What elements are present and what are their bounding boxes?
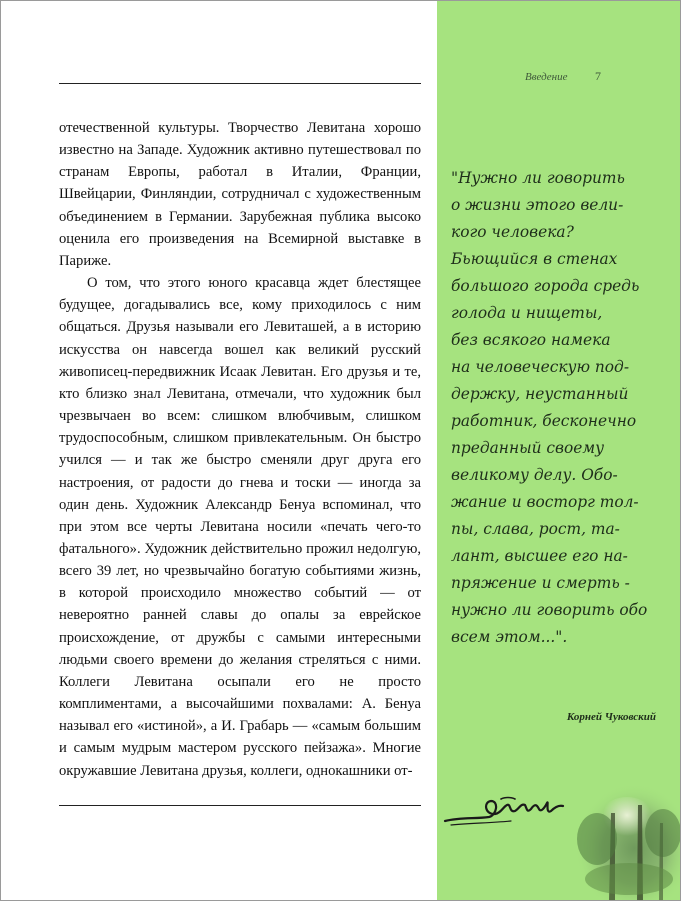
quote-line: без всякого намека bbox=[451, 331, 611, 349]
running-header-title: Введение bbox=[525, 71, 568, 83]
quote-line: лант, высшее его на- bbox=[451, 547, 628, 565]
paragraph-2: О том, что этого юного красавца ждет блестящее будущее, догадывались все, кому приходилось с ним общаться. Друзья называли его Левиташей, а в историю искусства он навсегда вошел как великий русский живописец-передвижник Исаак Левитан. Его друзья и те, кто близко знал Левитана, отмечали, что художник был чрезвычаен во всем: слишком влюбчивым, слишком трудоспособным, слишком привлекательным. Он быстро учился — и так же быстро сменяли друг друга его настроения, от радости до гнева и тоски — иногда за один день. Художник Александр Бенуа вспоминал, что при этом все черты Левитана носили «печать чего-то фатального». Художник действительно прожил недолгую, всего 39 лет, но чрезвычайно богатую событиями жизнь, в которой происходило множество событий — от невероятно ранней славы до опалы за еврейское происхождение, от дружбы с самыми интересными людьми своего времени до желания стреляться с ними. Коллеги Левитана осыпали его не просто комплиментами, а высочайшими похвалами: А. Бенуа называл его «истиной», а И. Грабарь — «самым большим и самым мудрым мастером русского пейзажа». Многие окружавшие Левитана друзья, коллеги, однокашники от- bbox=[59, 275, 421, 779]
quote-sidebar bbox=[437, 1, 681, 901]
quote-line: работник, бесконечно bbox=[451, 412, 637, 430]
quote-line: нужно ли говорить обо bbox=[451, 601, 648, 619]
page-number: 7 bbox=[595, 69, 601, 83]
quote-line: пы, слава, рост, та- bbox=[451, 520, 620, 538]
quote-line: голода и нищеты, bbox=[451, 304, 603, 322]
body-text bbox=[59, 117, 421, 782]
quote-line: кого человека? bbox=[451, 223, 574, 241]
bottom-rule bbox=[59, 805, 421, 806]
quote-line: жание и восторг тол- bbox=[451, 493, 639, 511]
quote-line: большого города средь bbox=[451, 277, 640, 295]
top-rule bbox=[59, 83, 421, 84]
quote bbox=[451, 165, 676, 651]
quote-line: всем этом...". bbox=[451, 628, 568, 646]
paragraph-1: отечественной культуры. Творчество Левитана хорошо известно на Западе. Художник активно путешествовал по странам Европы, работал в Италии, Франции, Швейцарии, Финляндии, сотрудничал с художественным объединением в Германии. Зарубежная публика высоко оценила его произведения на Всемирной выставке в Париже. bbox=[59, 120, 421, 269]
quote-line: Бьющийся в стенах bbox=[451, 250, 618, 268]
landscape-painting-image bbox=[575, 783, 681, 901]
quote-author: Корней Чуковский bbox=[566, 711, 656, 723]
quote-line: о жизни этого вели- bbox=[451, 196, 624, 214]
main-text-column bbox=[1, 1, 437, 901]
quote-line: пряжение и смерть - bbox=[451, 574, 630, 592]
quote-line: на человеческую под- bbox=[451, 358, 630, 376]
quote-line: "Нужно ли говорить bbox=[451, 169, 625, 187]
quote-line: держку, неустанный bbox=[451, 385, 629, 403]
artist-signature bbox=[441, 781, 573, 837]
quote-line: преданный своему bbox=[451, 439, 605, 457]
quote-line: великому делу. Обо- bbox=[451, 466, 618, 484]
